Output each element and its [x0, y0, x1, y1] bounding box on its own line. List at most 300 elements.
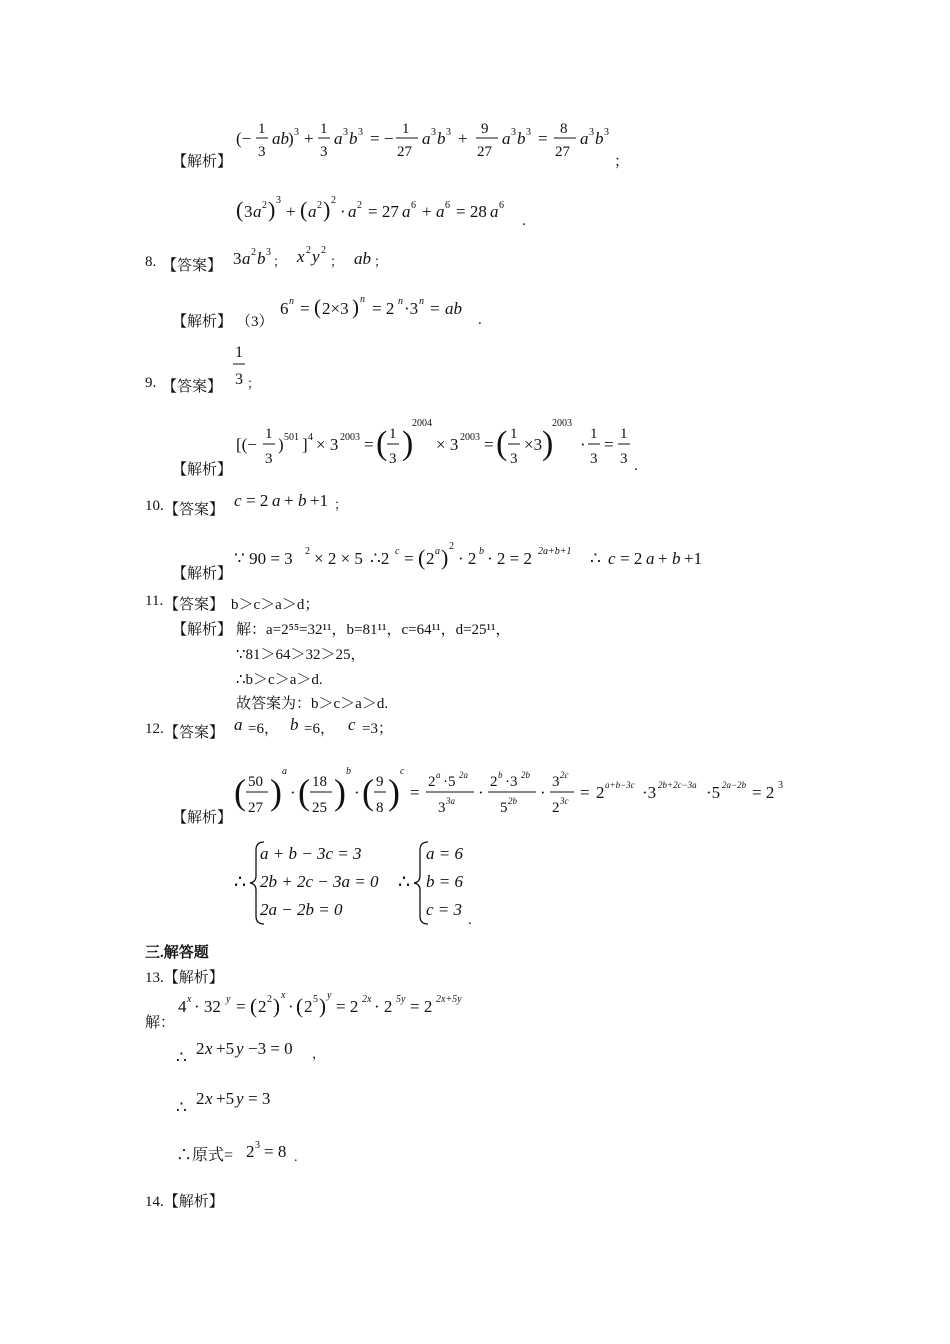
svg-text:): ): [402, 425, 414, 462]
svg-text:3: 3: [526, 127, 531, 138]
svg-text:3: 3: [343, 127, 348, 138]
svg-text:): ): [542, 425, 554, 462]
svg-text:1: 1: [620, 426, 628, 442]
equation-13-line-3-graphic: [176, 1086, 316, 1118]
svg-text:a: a: [436, 202, 445, 221]
answer-tag-12: 【答案】: [164, 725, 225, 741]
svg-text:；: ；: [273, 254, 287, 269]
answer-10-graphic: [234, 487, 364, 515]
svg-text:2: 2: [251, 247, 256, 258]
svg-text:=: =: [484, 435, 494, 454]
item-13-heading: 13.【解析】: [145, 970, 224, 986]
equation-10: [234, 538, 724, 574]
svg-text:): ): [268, 197, 276, 222]
svg-text:3: 3: [389, 451, 397, 467]
svg-text:(: (: [418, 545, 426, 570]
section-title: 三.解答题: [145, 945, 209, 961]
svg-text:× 3: × 3: [316, 435, 339, 454]
svg-text:9: 9: [376, 774, 384, 790]
svg-text:): ): [441, 545, 449, 570]
solution-tag-11: 【解析】: [172, 622, 233, 638]
svg-text:3: 3: [590, 451, 598, 467]
svg-text:2: 2: [357, 200, 362, 211]
svg-text:3: 3: [510, 451, 518, 467]
svg-text:3a: 3a: [446, 796, 455, 806]
svg-text:y: y: [226, 994, 231, 1005]
svg-text:1: 1: [235, 344, 243, 361]
svg-text:+: +: [458, 129, 468, 148]
equation-13-line-1: [178, 988, 498, 1022]
svg-text:27: 27: [397, 144, 412, 160]
svg-text:2: 2: [304, 997, 313, 1016]
svg-text:3: 3: [233, 249, 242, 268]
svg-text:·: ·: [354, 783, 360, 802]
svg-text:+1: +1: [684, 549, 703, 568]
svg-text:=6，: =6，: [304, 721, 335, 737]
svg-text:−3 = 0: −3 = 0: [248, 1039, 293, 1058]
svg-text:=: =: [300, 299, 310, 318]
svg-text:.: .: [294, 1150, 298, 1165]
svg-text:3: 3: [255, 1140, 260, 1151]
svg-text:y: y: [236, 1089, 244, 1108]
svg-text:6: 6: [499, 200, 504, 211]
svg-text:2a−2b: 2a−2b: [722, 780, 747, 790]
svg-text:n: n: [289, 296, 294, 307]
svg-text:2004: 2004: [412, 418, 432, 429]
svg-text:a: a: [272, 491, 281, 510]
svg-text:18: 18: [312, 774, 327, 790]
svg-text:a: a: [490, 202, 499, 221]
svg-text:2: 2: [305, 546, 310, 557]
svg-text:n: n: [360, 294, 365, 305]
punct-7-a: ；: [614, 154, 630, 170]
svg-text:2a+b+1: 2a+b+1: [538, 546, 572, 557]
svg-text:501: 501: [284, 432, 299, 443]
svg-text:x: x: [281, 990, 286, 1001]
svg-text:，: ，: [312, 1046, 326, 1061]
svg-text:3: 3: [620, 451, 628, 467]
equation-10-graphic: [234, 538, 724, 574]
svg-text:=: =: [538, 129, 548, 148]
svg-text:+: +: [304, 129, 314, 148]
item-number-12: 12.: [145, 721, 164, 737]
svg-text:b: b: [298, 491, 307, 510]
svg-text:= 2: = 2: [372, 299, 395, 318]
svg-text:c: c: [608, 549, 616, 568]
equation-7-line-1-text: [0, 0, 1, 1]
svg-text:2: 2: [490, 774, 498, 790]
svg-text:a: a: [435, 546, 440, 557]
svg-text:(: (: [300, 197, 308, 222]
svg-text:): ): [388, 772, 400, 812]
svg-text:= 2: = 2: [336, 997, 359, 1016]
svg-text:3: 3: [358, 127, 363, 138]
svg-text:2: 2: [196, 1089, 205, 1108]
svg-text:=: =: [430, 299, 440, 318]
svg-text:=: =: [580, 783, 590, 802]
svg-text:·3: ·3: [505, 774, 518, 790]
svg-text:8: 8: [376, 800, 384, 816]
svg-text:；: ；: [247, 376, 261, 391]
solution-11-line-1: 解：a=2⁵⁵=32¹¹，b=81¹¹，c=64¹¹，d=25¹¹，: [236, 622, 511, 638]
svg-text:·5: ·5: [706, 783, 721, 802]
svg-text:(: (: [496, 425, 508, 462]
answer-8: [233, 242, 393, 272]
solution-11-line-3: ∴b＞c＞a＞d.: [236, 672, 323, 688]
svg-text:∵ 90 = 3: ∵ 90 = 3: [234, 549, 293, 568]
solution-prefix-8: （3）: [236, 314, 274, 330]
svg-text:c: c: [400, 766, 405, 777]
punct-12: .: [468, 912, 472, 928]
svg-text:+1: +1: [310, 491, 329, 510]
svg-text:3c: 3c: [560, 796, 569, 806]
svg-text:3: 3: [511, 127, 516, 138]
svg-text:1: 1: [258, 121, 266, 137]
svg-text:5: 5: [313, 994, 318, 1005]
equation-8: [280, 292, 480, 326]
svg-text:c: c: [395, 546, 400, 557]
system-12-graphic: [234, 836, 484, 930]
equation-13-line-4-graphic: [176, 1138, 336, 1168]
svg-text:): ): [270, 772, 282, 812]
item-14-heading: 14.【解析】: [145, 1194, 224, 1210]
equation-7-line-1: [236, 116, 636, 166]
svg-text:2: 2: [428, 774, 436, 790]
svg-text:27: 27: [248, 800, 263, 816]
svg-text:·: ·: [540, 783, 546, 802]
svg-text:6: 6: [280, 299, 289, 318]
svg-text:8: 8: [560, 121, 568, 137]
svg-text:): ): [273, 994, 280, 1018]
punct-9: .: [634, 458, 638, 474]
equation-12-graphic: [234, 760, 794, 822]
svg-text:3: 3: [778, 780, 783, 791]
svg-text:；: ；: [330, 254, 344, 269]
svg-text:3: 3: [438, 800, 446, 816]
svg-text:a: a: [422, 129, 431, 148]
svg-text:2: 2: [246, 1142, 255, 1161]
svg-text:· 32: · 32: [194, 997, 221, 1016]
svg-text:2x+5y: 2x+5y: [436, 994, 462, 1005]
svg-text:× 3: × 3: [436, 435, 459, 454]
system-b-eq-2: b = 6: [426, 872, 463, 891]
svg-text:6: 6: [445, 200, 450, 211]
svg-text:= 2: = 2: [752, 783, 775, 802]
svg-text:9: 9: [481, 121, 489, 137]
svg-text:3: 3: [552, 774, 560, 790]
punct-8: .: [478, 312, 482, 328]
svg-text:25: 25: [312, 800, 327, 816]
svg-text:= 28: = 28: [456, 202, 487, 221]
svg-text:·3: ·3: [642, 783, 657, 802]
svg-text:y: y: [327, 990, 332, 1001]
svg-text:·: ·: [580, 435, 586, 454]
answer-9: [232, 340, 272, 392]
svg-text:=: =: [404, 549, 414, 568]
svg-text:b: b: [517, 129, 526, 148]
svg-text:·5: ·5: [443, 774, 456, 790]
item-number-11: 11.: [145, 593, 164, 609]
equation-13-line-4: [176, 1138, 336, 1168]
answer-8-graphic: [233, 242, 393, 272]
svg-text:2: 2: [331, 195, 336, 206]
svg-text:2: 2: [267, 994, 272, 1005]
svg-text:b: b: [595, 129, 604, 148]
svg-text:1: 1: [389, 426, 397, 442]
therefore-symbol-b: ∴: [398, 872, 411, 893]
equation-13-line-1-graphic: [178, 988, 498, 1022]
svg-text:b: b: [437, 129, 446, 148]
svg-text:(: (: [298, 772, 310, 812]
svg-text:·3: ·3: [404, 299, 419, 318]
svg-text:∴2: ∴2: [370, 549, 390, 568]
svg-text:+: +: [422, 202, 432, 221]
svg-text:c: c: [234, 491, 242, 510]
svg-text:): ): [278, 435, 284, 454]
svg-text:2b+2c−3a: 2b+2c−3a: [658, 780, 697, 790]
svg-text:= 8: = 8: [264, 1142, 287, 1161]
svg-text:=6，: =6，: [248, 721, 279, 737]
svg-text:3: 3: [244, 202, 253, 221]
svg-text:): ): [352, 295, 359, 319]
svg-text:(−: (−: [236, 129, 252, 148]
answer-10: [234, 487, 364, 515]
svg-text:): ): [323, 197, 331, 222]
svg-text:a+b−3c: a+b−3c: [605, 780, 635, 790]
svg-text:x: x: [205, 1039, 213, 1058]
equation-13-line-3: [176, 1086, 316, 1118]
svg-text:2x: 2x: [362, 994, 372, 1005]
svg-text:2003: 2003: [460, 432, 480, 443]
svg-text:1: 1: [510, 426, 518, 442]
solution-tag-7: 【解析】: [172, 154, 233, 170]
svg-text:c: c: [348, 715, 356, 734]
svg-text:+5: +5: [216, 1089, 235, 1108]
svg-text:=3；: =3；: [362, 721, 393, 737]
svg-text:a: a: [308, 202, 317, 221]
svg-text:a: a: [334, 129, 343, 148]
svg-text:4: 4: [308, 432, 313, 443]
svg-text:5y: 5y: [396, 994, 406, 1005]
svg-text:ab: ab: [354, 249, 371, 268]
svg-text:2: 2: [196, 1039, 205, 1058]
svg-text:27: 27: [555, 144, 570, 160]
answer-tag-10: 【答案】: [164, 502, 225, 518]
svg-text:2003: 2003: [552, 418, 572, 429]
item-number-9: 9.: [145, 375, 157, 391]
svg-text:3: 3: [258, 144, 266, 160]
svg-text:2003: 2003: [340, 432, 360, 443]
svg-text:2: 2: [262, 200, 267, 211]
svg-text:= −: = −: [370, 129, 394, 148]
equation-8-graphic: [280, 292, 480, 326]
svg-text:· 2 = 2: · 2 = 2: [487, 549, 532, 568]
system-b-eq-1: a = 6: [426, 844, 463, 863]
svg-text:y: y: [236, 1039, 244, 1058]
svg-text:a: a: [402, 202, 411, 221]
svg-text:3: 3: [265, 451, 273, 467]
svg-text:y: y: [312, 247, 320, 266]
svg-text:3: 3: [320, 144, 328, 160]
svg-text:2: 2: [426, 549, 435, 568]
solution-tag-9: 【解析】: [172, 462, 233, 478]
svg-text:(: (: [376, 425, 388, 462]
svg-text:27: 27: [477, 144, 492, 160]
system-a-eq-1: a + b − 3c = 3: [260, 844, 362, 863]
svg-text:3: 3: [276, 195, 281, 206]
svg-text:a: a: [580, 129, 589, 148]
svg-text:50: 50: [248, 774, 263, 790]
svg-text:2: 2: [258, 997, 267, 1016]
svg-text:=: =: [410, 783, 420, 802]
answer-12: [234, 712, 404, 740]
svg-text:(: (: [234, 772, 246, 812]
svg-text:x: x: [297, 247, 305, 266]
system-a-eq-3: 2a − 2b = 0: [260, 900, 343, 919]
svg-text:): ): [319, 994, 326, 1018]
solution-tag-8: 【解析】: [172, 314, 233, 330]
equation-9: [236, 416, 646, 472]
svg-text:a: a: [253, 202, 262, 221]
equation-7-line-2: [236, 193, 536, 229]
svg-text:(: (: [250, 994, 257, 1018]
svg-text:3: 3: [589, 127, 594, 138]
svg-text:+5: +5: [216, 1039, 235, 1058]
system-12: [234, 836, 484, 930]
solution-tag-12: 【解析】: [172, 810, 233, 826]
svg-text:ab: ab: [445, 299, 462, 318]
equation-7-line-1-graphic: [236, 116, 636, 166]
svg-text:= 2: = 2: [410, 997, 433, 1016]
svg-text:2b: 2b: [508, 796, 517, 806]
svg-text:a: a: [348, 202, 357, 221]
svg-text:b: b: [346, 766, 351, 777]
svg-text:= 2: = 2: [246, 491, 269, 510]
svg-text:3: 3: [294, 127, 299, 138]
svg-text:·: ·: [340, 202, 346, 221]
answer-tag-8: 【答案】: [162, 258, 223, 274]
svg-text:2×3: 2×3: [322, 299, 349, 318]
svg-text:2c: 2c: [560, 770, 569, 780]
svg-text:b: b: [498, 770, 503, 780]
svg-text:∴: ∴: [590, 549, 601, 568]
svg-text:(: (: [296, 994, 303, 1018]
svg-text:2: 2: [449, 541, 454, 552]
answer-tag-9: 【答案】: [162, 379, 223, 395]
svg-text:= 3: = 3: [248, 1089, 271, 1108]
system-a-eq-2: 2b + 2c − 3a = 0: [260, 872, 379, 891]
svg-text:= 2: = 2: [620, 549, 643, 568]
answer-9-graphic: [232, 340, 272, 392]
svg-text:4: 4: [178, 997, 187, 1016]
svg-text:2: 2: [552, 800, 560, 816]
therefore-symbol-a: ∴: [234, 872, 247, 893]
answer-tag-11: 【答案】: [164, 597, 225, 613]
svg-text:=: =: [604, 435, 614, 454]
svg-text:；: ；: [374, 254, 388, 269]
svg-text:b: b: [672, 549, 681, 568]
svg-text:1: 1: [320, 121, 328, 137]
punct-7-b: .: [522, 213, 526, 229]
svg-text:6: 6: [411, 200, 416, 211]
equation-9-graphic: [236, 416, 646, 472]
svg-text:b: b: [290, 715, 299, 734]
svg-text:1: 1: [590, 426, 598, 442]
svg-text:a: a: [436, 770, 441, 780]
svg-text:+: +: [286, 202, 296, 221]
svg-text:5: 5: [500, 800, 508, 816]
equation-12: [234, 760, 794, 822]
svg-text:b: b: [349, 129, 358, 148]
svg-text:(: (: [236, 197, 244, 222]
svg-text:1: 1: [265, 426, 273, 442]
svg-text:·: ·: [288, 997, 294, 1016]
solution-11-line-2: ∵81＞64＞32＞25，: [236, 647, 366, 663]
svg-text:a: a: [234, 715, 243, 734]
svg-text:2: 2: [321, 245, 326, 256]
equation-13-line-2-graphic: [176, 1036, 346, 1068]
system-b-eq-3: c = 3: [426, 900, 463, 919]
svg-text:a: a: [502, 129, 511, 148]
svg-text:[(−: [(−: [236, 435, 257, 454]
answer-12-graphic: [234, 712, 404, 740]
svg-text:+: +: [658, 549, 668, 568]
svg-text:= 27: = 27: [368, 202, 399, 221]
item-number-10: 10.: [145, 498, 164, 514]
svg-text:1: 1: [402, 121, 410, 137]
svg-text:b: b: [479, 546, 484, 557]
solution-tag-10: 【解析】: [172, 566, 233, 582]
svg-text:): ): [288, 129, 294, 148]
svg-text:a: a: [242, 249, 251, 268]
svg-text:3: 3: [604, 127, 609, 138]
equation-7-line-2-graphic: [236, 193, 536, 229]
answer-11: b＞c＞a＞d；: [231, 597, 320, 613]
svg-text:2a: 2a: [459, 770, 468, 780]
svg-text:n: n: [419, 296, 424, 307]
item-13-jie: 解：: [145, 1015, 176, 1031]
svg-text:a: a: [646, 549, 655, 568]
svg-text:a: a: [282, 766, 287, 777]
svg-text:]: ]: [302, 435, 308, 454]
svg-text:2b: 2b: [521, 770, 530, 780]
svg-text:=: =: [364, 435, 374, 454]
svg-text:(: (: [362, 772, 374, 812]
svg-text:n: n: [398, 296, 403, 307]
svg-text:=: =: [236, 997, 246, 1016]
svg-text:(: (: [314, 295, 321, 319]
svg-text:∴原式=: ∴原式=: [176, 1147, 234, 1164]
svg-text:): ): [334, 772, 346, 812]
svg-text:x: x: [187, 994, 192, 1005]
svg-text:；: ；: [334, 497, 348, 512]
equation-13-line-2: [176, 1036, 346, 1068]
svg-text:2: 2: [596, 783, 605, 802]
svg-text:3: 3: [431, 127, 436, 138]
svg-text:×3: ×3: [524, 435, 543, 454]
svg-text:3: 3: [266, 247, 271, 258]
svg-text:x: x: [205, 1089, 213, 1108]
svg-text:b: b: [257, 249, 266, 268]
svg-text:· 2: · 2: [458, 549, 477, 568]
solution-11-line-4: 故答案为：b＞c＞a＞d.: [236, 696, 389, 712]
svg-text:· 2: · 2: [374, 997, 393, 1016]
svg-text:2: 2: [317, 200, 322, 211]
svg-text:·: ·: [478, 783, 484, 802]
svg-text:3: 3: [235, 371, 243, 388]
svg-text:× 2 × 5: × 2 × 5: [314, 549, 363, 568]
svg-text:∴: ∴: [176, 1098, 187, 1117]
